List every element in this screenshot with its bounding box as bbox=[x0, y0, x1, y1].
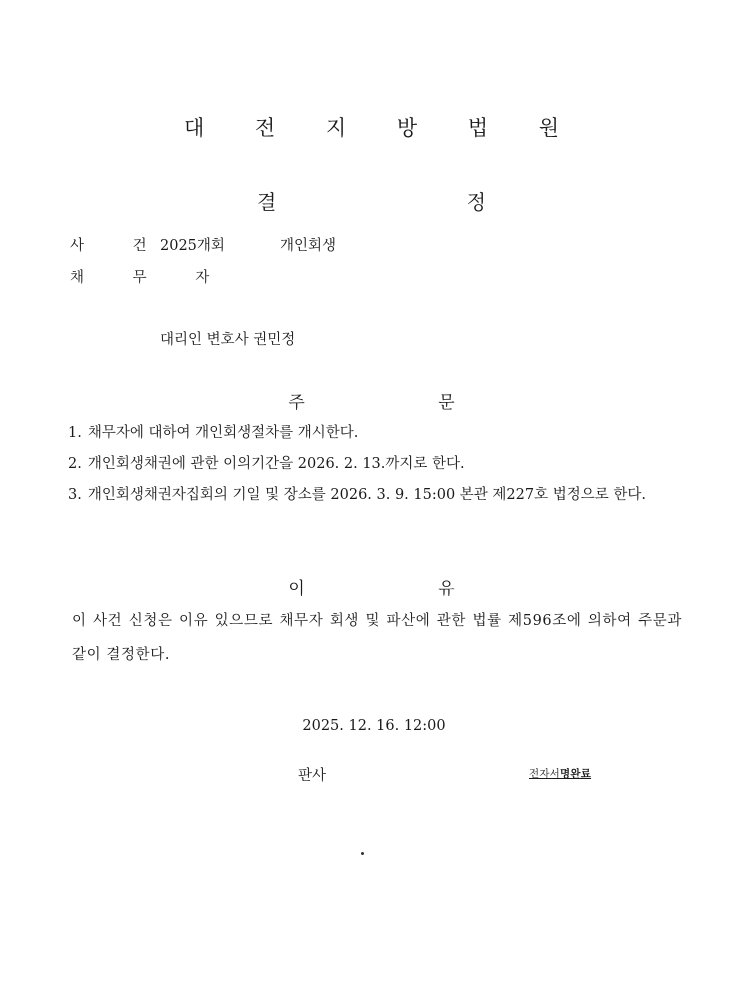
order-item-text: 개인회생채권자집회의 기일 및 장소를 2026. 3. 9. 15:00 본관 제227호 법정으로 한다. bbox=[87, 487, 646, 503]
debtor-label bbox=[70, 266, 231, 287]
court-name: 대 전 지 방 법 원 bbox=[183, 116, 582, 140]
order-item-text: 채무자에 대하여 개인회생절차를 개시한다. bbox=[87, 425, 359, 441]
esign-prefix: 전자서 bbox=[529, 768, 561, 780]
order-item-number: 2. bbox=[68, 456, 82, 472]
debtor-label-text: 채 무 자 bbox=[70, 270, 232, 286]
reason-heading: 이 유 bbox=[288, 579, 519, 599]
decision-date: 2025. 12. 16. 12:00 bbox=[302, 718, 446, 734]
reason-text: 이 사건 신청은 이유 있으므로 채무자 회생 및 파산에 관한 법률 제596조에 의하여 주문과 같이 결정한다. bbox=[72, 613, 682, 663]
order-item bbox=[68, 418, 683, 448]
order-heading: 주 문 bbox=[288, 393, 519, 413]
case-label bbox=[70, 234, 169, 255]
order-item bbox=[68, 480, 683, 510]
order-item-text: 개인회생채권에 관한 이의기간을 2026. 2. 13.까지로 한다. bbox=[87, 456, 465, 472]
debtor-agent: 대리인 변호사 권민정 bbox=[160, 332, 296, 348]
case-number: 2025개회 bbox=[160, 238, 225, 254]
order-item bbox=[68, 449, 683, 479]
case-name: 개인회생 bbox=[280, 238, 337, 254]
scan-dot-mark bbox=[361, 852, 364, 855]
order-item-number: 3. bbox=[68, 487, 82, 503]
case-label-text: 사 건 bbox=[70, 238, 169, 254]
document-type-heading: 결 정 bbox=[257, 190, 578, 214]
judge-label: 판사 bbox=[298, 768, 327, 784]
order-item-number: 1. bbox=[68, 425, 82, 441]
esign-suffix: 명완료 bbox=[560, 768, 592, 780]
electronic-signature-stamp bbox=[529, 766, 591, 781]
